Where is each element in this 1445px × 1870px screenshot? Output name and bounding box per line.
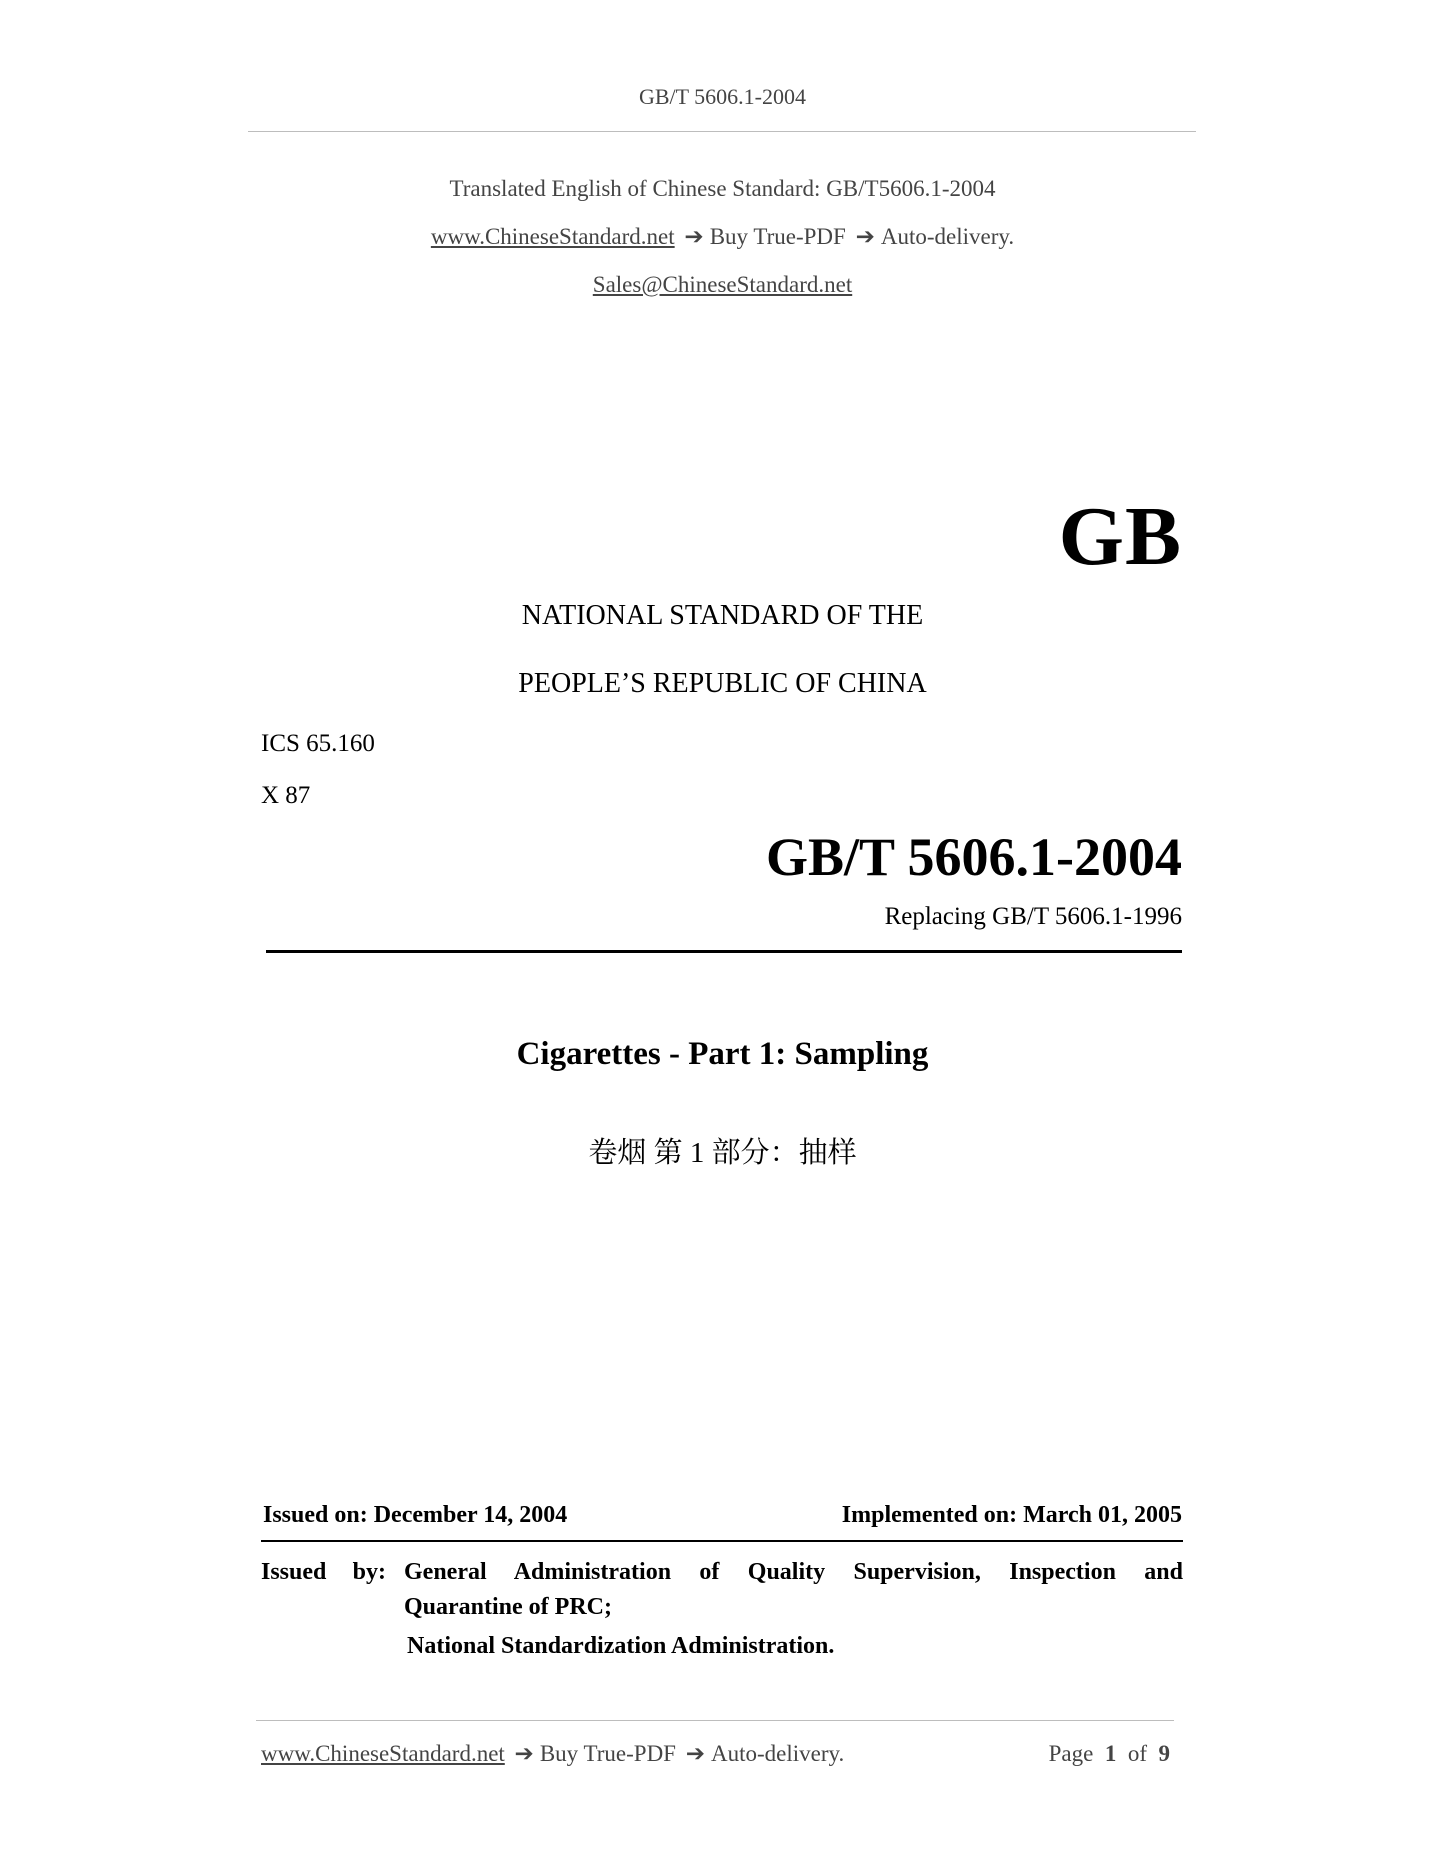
implemented-on-date: Implemented on: March 01, 2005 bbox=[841, 1502, 1182, 1528]
issuing-authority-2: National Standardization Administration. bbox=[407, 1633, 835, 1659]
promo-line bbox=[0, 224, 1445, 250]
page-current: 1 bbox=[1104, 1741, 1117, 1766]
arrow-right-icon: ➔ bbox=[514, 1741, 534, 1766]
issued-on-date: Issued on: December 14, 2004 bbox=[263, 1502, 568, 1528]
sales-email-link[interactable]: Sales@ChineseStandard.net bbox=[592, 272, 853, 297]
running-header: GB/T 5606.1-2004 bbox=[638, 84, 807, 109]
buy-pdf-text: Buy True-PDF bbox=[709, 224, 846, 249]
footer-buy-text: Buy True-PDF bbox=[539, 1741, 676, 1766]
issued-by-label bbox=[261, 1555, 386, 1590]
page-total: 9 bbox=[1158, 1741, 1170, 1766]
issuing-authority-1 bbox=[404, 1555, 1183, 1625]
footer-divider bbox=[256, 1720, 1174, 1721]
arrow-right-icon: ➔ bbox=[684, 224, 704, 249]
of-word: of bbox=[1127, 1741, 1147, 1766]
site-link[interactable]: www.ChineseStandard.net bbox=[430, 224, 675, 249]
footer-site-link[interactable]: www.ChineseStandard.net bbox=[261, 1741, 505, 1766]
issue-divider bbox=[261, 1540, 1183, 1542]
replacing-note: Replacing GB/T 5606.1-1996 bbox=[884, 903, 1182, 930]
issuing-authority-1-line2: Quarantine of PRC; bbox=[404, 1594, 612, 1620]
issuing-authority-1-line1: General Administration of Quality Supervision, Inspection and bbox=[404, 1559, 1183, 1585]
translation-notice: Translated English of Chinese Standard: GB/T5606.1-2004 bbox=[449, 176, 996, 201]
footer-delivery-text: Auto-delivery. bbox=[711, 1741, 845, 1766]
auto-delivery-text: Auto-delivery. bbox=[880, 224, 1015, 249]
page-indicator bbox=[1049, 1741, 1170, 1767]
gb-mark: GB bbox=[1058, 490, 1182, 583]
issued-by-label-word2: by: bbox=[352, 1559, 386, 1585]
ccs-code: X 87 bbox=[261, 782, 311, 809]
footer-promo bbox=[261, 1741, 844, 1767]
issued-by-label-word1: Issued bbox=[261, 1559, 327, 1585]
sales-line bbox=[0, 272, 1445, 298]
standard-number: GB/T 5606.1-2004 bbox=[765, 827, 1182, 887]
document-title: Cigarettes - Part 1: Sampling bbox=[516, 1036, 929, 1072]
ics-code: ICS 65.160 bbox=[261, 730, 375, 757]
title-divider bbox=[266, 950, 1182, 953]
arrow-right-icon: ➔ bbox=[855, 224, 875, 249]
header-divider bbox=[248, 131, 1196, 132]
national-standard-line1: NATIONAL STANDARD OF THE bbox=[521, 600, 924, 631]
arrow-right-icon: ➔ bbox=[685, 1741, 705, 1766]
page-word: Page bbox=[1048, 1741, 1094, 1766]
national-standard-line2: PEOPLE’S REPUBLIC OF CHINA bbox=[518, 668, 927, 699]
document-title-chinese: 卷烟 第 1 部分：抽样 bbox=[588, 1137, 857, 1169]
